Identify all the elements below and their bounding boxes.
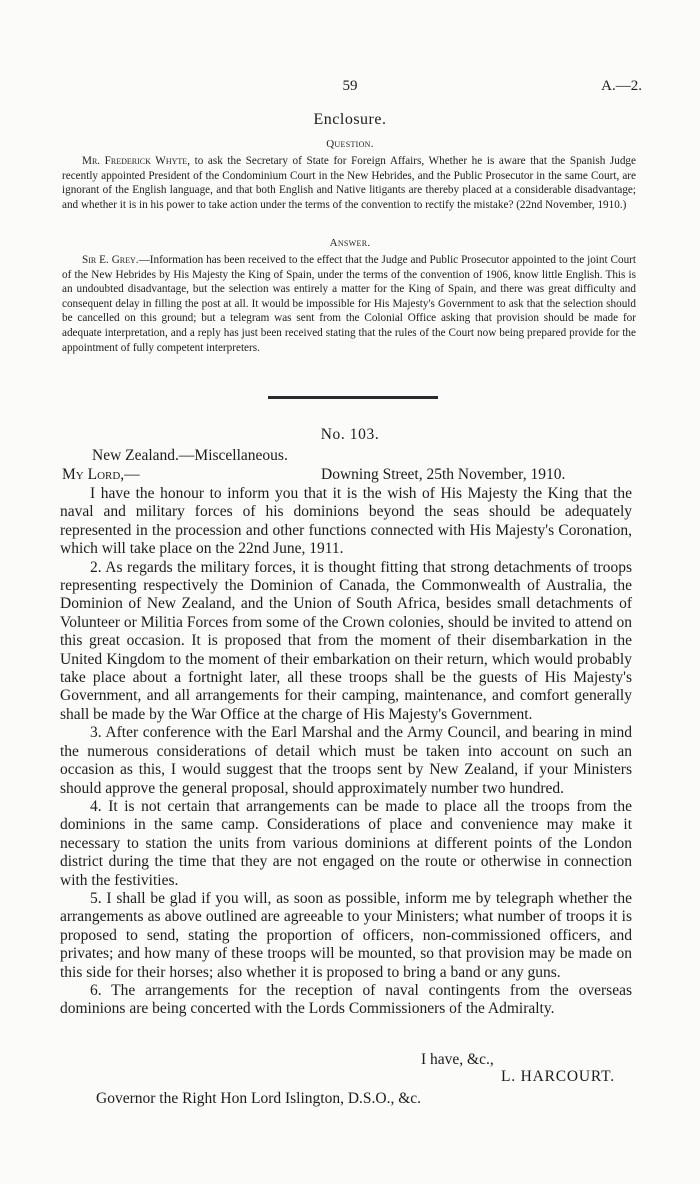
letter-subject: New Zealand.—Miscellaneous. xyxy=(92,447,288,464)
answer-paragraph xyxy=(62,253,636,355)
enclosure-title: Enclosure. xyxy=(313,111,387,128)
letter-addressee: Governor the Right Hon Lord Islington, D.S.O., &c. xyxy=(96,1090,422,1107)
question-member-name: Mr. Frederick Whyte, xyxy=(82,155,190,167)
letter-paragraph-3: 3. After conference with the Earl Marshal and the Army Council, and bearing in mind the numerous considerations of detail which must be taken into account on such an occasion as this, I would suggest that the troops sent by New Zealand, if your Ministers should approve the general proposal, should approximately number two hundred. xyxy=(60,724,632,797)
answer-minister-name: Sir E. Grey. xyxy=(82,254,139,266)
question-heading: Question. xyxy=(326,138,374,150)
letter-paragraph-6: 6. The arrangements for the reception of naval contingents from the overseas dominions are being concerted with the Lords Commissioners of the Admiralty. xyxy=(60,981,632,1018)
letter-signature: L. HARCOURT. xyxy=(501,1068,615,1085)
letter-salutation: My Lord,— xyxy=(62,466,140,483)
answer-heading: Answer. xyxy=(329,237,371,249)
letter-paragraph-2: 2. As regards the military forces, it is thought fitting that strong detachments of troops representing respectively the Dominion of Canada, the Commonwealth of Australia, the Dominion of New Zealand, and the Union of South Africa, besides small detachments of Volunteer or Militia Forces from some of the Crown colonies, should be invited to attend on this great occasion. It is proposed that from the moment of their disembarkation in the United Kingdom to the moment of their embarkation on their return, which would probably take place about a fortnight later, all these troops shall be the guests of His Majesty's Government, and all arrangements for their camping, maintenance, and comfort generally shall be made by the War Office at the charge of His Majesty's Government. xyxy=(60,558,632,723)
section-divider xyxy=(268,396,438,399)
question-paragraph xyxy=(62,154,636,212)
letter-valediction: I have, &c., xyxy=(421,1051,494,1068)
answer-text: —Information has been received to the effect that the Judge and Public Prosecutor appointed to the joint Court of the New Hebrides by His Majesty the King of Spain, under the terms of the convention of 1906, know little English. This is an undoubted disadvantage, but the selection was entirely a matter for the King of Spain, and there was great difficulty and consequent delay in filling the post at all. It would be impossible for His Majesty's Government to ask that the selection should be cancelled on this ground; but a telegram was sent from the Colonial Office asking that provision should be made for adequate interpretation, and a reply has just been received stating that the rules of the Court now being prepared provide for the appointment of fully competent interpreters. xyxy=(62,254,637,354)
letter-body xyxy=(60,485,632,1019)
letter-paragraph-4: 4. It is not certain that arrangements can be made to place all the troops from the dominions in the same camp. Considerations of place and convenience may make it necessary to station the units from various dominions at different points of the London district during the time that they are not engaged on the route or otherwise in connection with the festivities. xyxy=(60,797,632,889)
letter-number: No. 103. xyxy=(320,426,380,443)
page-number: 59 xyxy=(342,78,358,94)
series-reference: A.—2. xyxy=(601,78,642,94)
question-text: to ask the Secretary of State for Foreign Affairs, Whether he is aware that the Spanish Judge recently appointed President of the Condominium Court in the New Hebrides, and the Public Prosecutor in the same Court, are ignorant of the English language, and that both English and Native litigants are thereby placed at a considerable disadvantage; and whether it is in his power to take action under the terms of the convention to rectify the mistake? (22nd November, 1910.) xyxy=(62,155,636,211)
letter-place-date: Downing Street, 25th November, 1910. xyxy=(321,466,566,483)
letter-paragraph-1: I have the honour to inform you that it is the wish of His Majesty the King that the naval and military forces of his dominions beyond the seas should be adequately represented in the procession and other functions connected with His Majesty's Coronation, which will take place on the 22nd June, 1911. xyxy=(60,485,632,558)
letter-paragraph-5: 5. I shall be glad if you will, as soon as possible, inform me by telegraph whether the arrangements as above outlined are agreeable to your Ministers; what number of troops it is proposed to send, stating the proportion of officers, non-commissioned officers, and privates; and how many of these troops will be mounted, so that provision may be made on this side for their horses; also whether it is proposed to bring a band or any guns. xyxy=(60,889,632,981)
